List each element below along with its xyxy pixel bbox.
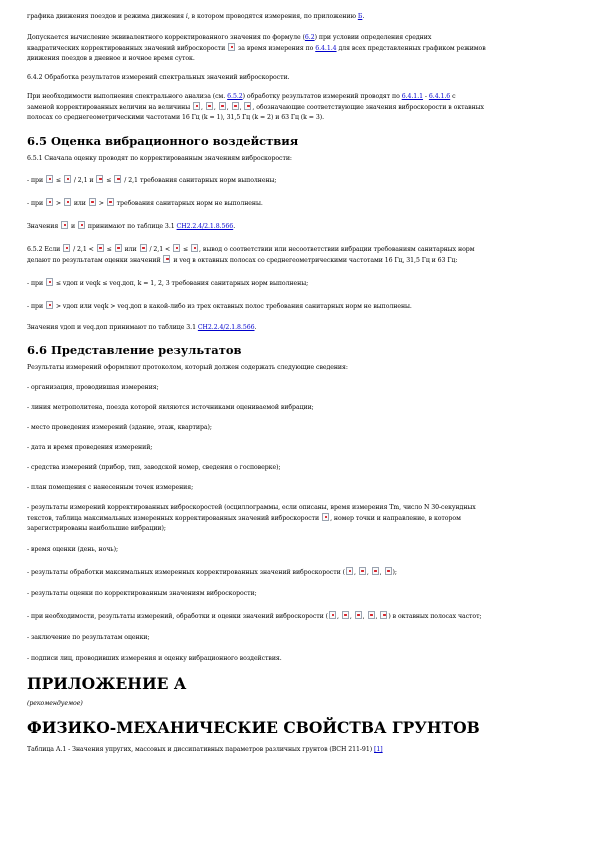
text: - организация, проводившая измерения;	[27, 384, 159, 391]
text: Значения	[27, 223, 61, 230]
paragraph	[27, 154, 568, 164]
paragraph	[27, 323, 568, 333]
broken-image-icon	[46, 175, 53, 183]
broken-image-icon	[385, 567, 392, 575]
text: i	[185, 13, 188, 20]
text: за время измерения по	[236, 45, 316, 52]
text: >	[96, 200, 106, 207]
text: 6.5.1 Сначала оценку проводят по корректированным значениям виброскорости:	[27, 155, 292, 162]
link-6-4-1-6[interactable]: 6.4.1.6	[428, 93, 451, 100]
text: , в котором проводятся измерения, по приложению	[187, 13, 358, 20]
paragraph	[27, 278, 568, 289]
text: движения поездов в дневное и ночное время суток.	[27, 55, 195, 62]
list-item	[27, 463, 568, 473]
text: .	[233, 223, 236, 230]
text: - время оценки (день, ночь);	[27, 546, 119, 553]
text: ≤	[53, 177, 63, 184]
broken-image-icon	[244, 102, 251, 110]
text: зарегистрированы наибольшие вибрации);	[27, 525, 166, 532]
broken-image-icon	[232, 102, 239, 110]
text: ,	[362, 613, 367, 620]
list-item	[27, 545, 568, 555]
broken-image-icon	[173, 244, 180, 252]
broken-image-icon	[46, 278, 53, 286]
link-reference-1[interactable]: [1]	[374, 746, 383, 753]
text: заменой корректированных величин на величины	[27, 104, 193, 111]
section-heading-6-5: 6.5 Оценка вибрационного воздействия	[27, 134, 299, 148]
paragraph	[27, 175, 568, 186]
list-item	[27, 403, 568, 413]
text: принимают по таблице 3.1	[86, 223, 177, 230]
text: и	[69, 223, 78, 230]
text: > vдоп или vеqk > vеq.доп в какой-либо из трех октавных полос требования санитарных норм не выполнены.	[53, 303, 412, 310]
text: / 2,1 <	[71, 246, 96, 253]
text: ) при условии определения средних	[314, 34, 432, 41]
broken-image-icon	[380, 611, 387, 619]
text: - линия метрополитена, поезда которой являются источниками оцениваемой вибрации;	[27, 404, 314, 411]
text: квадратических корректированных значений виброскорости	[27, 45, 228, 52]
broken-image-icon	[191, 244, 198, 252]
text: / 2,1 требования санитарных норм выполнены;	[122, 177, 277, 184]
broken-image-icon	[107, 198, 114, 206]
link-appendix-b[interactable]: Б	[357, 13, 363, 20]
paragraph	[27, 363, 568, 373]
paragraph	[27, 73, 568, 83]
broken-image-icon	[359, 567, 366, 575]
text: ≤	[181, 246, 191, 253]
text: >	[53, 200, 63, 207]
text: , обозначающие соответствующие значения виброскорости в октавных	[252, 104, 484, 111]
text: ) в октавных полосах частот;	[388, 613, 482, 620]
link-formula-6-2[interactable]: 6.2	[304, 34, 315, 41]
table-caption	[27, 745, 568, 755]
broken-image-icon	[115, 244, 122, 252]
broken-image-icon	[355, 611, 362, 619]
text: , номер точки и направление, в котором	[330, 515, 461, 522]
text: Результаты измерений оформляют протоколом, который должен содержать следующие сведения:	[27, 364, 348, 371]
text: делают по результатам оценки значений	[27, 257, 163, 264]
broken-image-icon	[97, 244, 104, 252]
link-6-4-1-4[interactable]: 6.4.1.4	[315, 45, 337, 52]
broken-image-icon	[63, 244, 70, 252]
text: ,	[379, 569, 384, 576]
text: - план помещения с нанесенным точек измерения;	[27, 484, 194, 491]
text: (рекомендуемое)	[27, 700, 83, 707]
text: - средства измерений (прибор, тип, заводской номер, сведения о госповерке);	[27, 464, 281, 471]
text: 6.4.2 Обработка результатов измерений спектральных значений виброскорости.	[27, 74, 290, 81]
text: , вывод о соответствии или несоответствии вибрации требованиям санитарных норм	[199, 246, 475, 253]
broken-image-icon	[372, 567, 379, 575]
text: / 2,1 <	[147, 246, 173, 253]
list-item	[27, 654, 568, 664]
text: для всех представленных графиком режимов	[336, 45, 486, 52]
link-sanitary-norms[interactable]: СН2.2.4/2.1.8.566	[197, 324, 255, 331]
appendix-note	[27, 699, 568, 709]
text: - при	[27, 280, 45, 287]
text: - результаты оценки по корректированным значениям виброскорости;	[27, 590, 257, 597]
list-item	[27, 611, 568, 622]
broken-image-icon	[322, 513, 329, 521]
text: .	[254, 324, 257, 331]
text: ≤	[104, 177, 114, 184]
section-heading-6-6: 6.6 Представление результатов	[27, 343, 242, 357]
broken-image-icon	[329, 611, 336, 619]
text: с	[450, 93, 456, 100]
broken-image-icon	[46, 198, 53, 206]
list-item	[27, 589, 568, 599]
text: - при необходимости, результаты измерений, обработки и оценки значений виброскорости (	[27, 613, 328, 620]
text: ,	[353, 569, 358, 576]
broken-image-icon	[96, 175, 103, 183]
broken-image-icon	[163, 255, 170, 263]
text: полосах со среднегеометрическими частотами 16 Гц (k = 1), 31,5 Гц (k = 2) и 63 Гц (k = 3).	[27, 114, 324, 121]
text: Таблица А.1 - Значения упругих, массовых и диссипативных параметров различных грунтов (ВСН 211-91)	[27, 746, 374, 753]
text: ,	[349, 613, 354, 620]
link-6-5-2[interactable]: 6.5.2	[227, 93, 243, 100]
broken-image-icon	[64, 175, 71, 183]
text: - при	[27, 200, 45, 207]
text: - при	[27, 303, 45, 310]
text: ,	[375, 613, 380, 620]
paragraph	[27, 221, 568, 232]
text: - подписи лиц, проводивших измерения и оценку вибрационного воздействия.	[27, 655, 282, 662]
list-item	[27, 423, 568, 433]
list-item	[27, 503, 568, 534]
broken-image-icon	[368, 611, 375, 619]
paragraph	[27, 301, 568, 312]
broken-image-icon	[89, 198, 96, 206]
text: Значения vдоп и vеq.доп принимают по таблице 3.1	[27, 324, 198, 331]
text: 6.5.2 Если	[27, 246, 63, 253]
paragraph: При необходимости выполнения спектрального анализа (см. 6.5.2) обработку результатов измерений проводят по 6.4.1.1 - 6.4.1.6 с заменой корректированных величин на величины , , , , , обозначающие соответствующие значения виброскорости в октавных полосах со среднегеометрическими частотами 16 Гц (k = 1), 31,5 Гц (k = 2) и 63 Гц (k = 3).	[27, 93, 484, 121]
text: - при	[27, 177, 45, 184]
broken-image-icon	[228, 43, 235, 51]
link-6-4-1-1[interactable]: 6.4.1.1	[401, 93, 424, 100]
broken-image-icon	[114, 175, 121, 183]
broken-image-icon	[206, 102, 213, 110]
broken-image-icon	[61, 221, 68, 229]
text: требования санитарных норм не выполнены.	[114, 200, 263, 207]
broken-image-icon	[219, 102, 226, 110]
text: / 2,1 и	[71, 177, 96, 184]
text: - дата и время проведения измерений;	[27, 444, 153, 451]
list-item	[27, 483, 568, 493]
text: графика движения поездов и режима движения	[27, 13, 186, 20]
text: ≤ vдоп и vеqk ≤ vеq.доп, k = 1, 2, 3 требования санитарных норм выполнены;	[53, 280, 309, 287]
text: -	[423, 93, 429, 100]
text: ,	[366, 569, 371, 576]
broken-image-icon	[342, 611, 349, 619]
list-item	[27, 383, 568, 393]
text: или	[71, 200, 88, 207]
appendix-title: ФИЗИКО-МЕХАНИЧЕСКИЕ СВОЙСТВА ГРУНТОВ	[27, 718, 480, 737]
appendix-heading: ПРИЛОЖЕНИЕ А	[27, 674, 187, 693]
text: - результаты измерений корректированных виброскоростей (осциллограммы, если описаны, время измерения Тm, число N 30-секундных	[27, 504, 476, 511]
text: - место проведения измерений (здание, этаж, квартира);	[27, 424, 212, 431]
list-item	[27, 633, 568, 643]
broken-image-icon	[346, 567, 353, 575]
paragraph	[27, 12, 568, 22]
text: текстов, таблица максимальных измеренных корректированных значений виброскорости	[27, 515, 322, 522]
broken-image-icon	[193, 102, 200, 110]
list-item	[27, 443, 568, 453]
text: При необходимости выполнения спектрального анализа (см.	[27, 93, 228, 100]
text: ,	[336, 613, 341, 620]
text: .	[362, 13, 365, 20]
text: или	[122, 246, 139, 253]
broken-image-icon	[64, 198, 71, 206]
text: - результаты обработки максимальных измеренных корректированных значений виброскорости (	[27, 569, 345, 576]
list-item	[27, 567, 568, 578]
text: );	[392, 569, 397, 576]
paragraph	[27, 244, 568, 266]
text: ) обработку результатов измерений проводят по	[242, 93, 402, 100]
broken-image-icon	[46, 301, 53, 309]
text: Допускается вычисление эквивалентного корректированного значения по формуле (	[27, 34, 305, 41]
text: ≤	[104, 246, 114, 253]
broken-image-icon	[140, 244, 147, 252]
broken-image-icon	[78, 221, 85, 229]
link-sanitary-norms[interactable]: СН2.2.4/2.1.8.566	[176, 223, 234, 230]
paragraph	[27, 33, 568, 64]
text: и vеq в октавных полосах со среднегеометрическими частотами 16 Гц, 31,5 Гц и 63 Гц:	[171, 257, 458, 264]
paragraph	[27, 198, 568, 209]
text: - заключение по результатам оценки;	[27, 634, 150, 641]
